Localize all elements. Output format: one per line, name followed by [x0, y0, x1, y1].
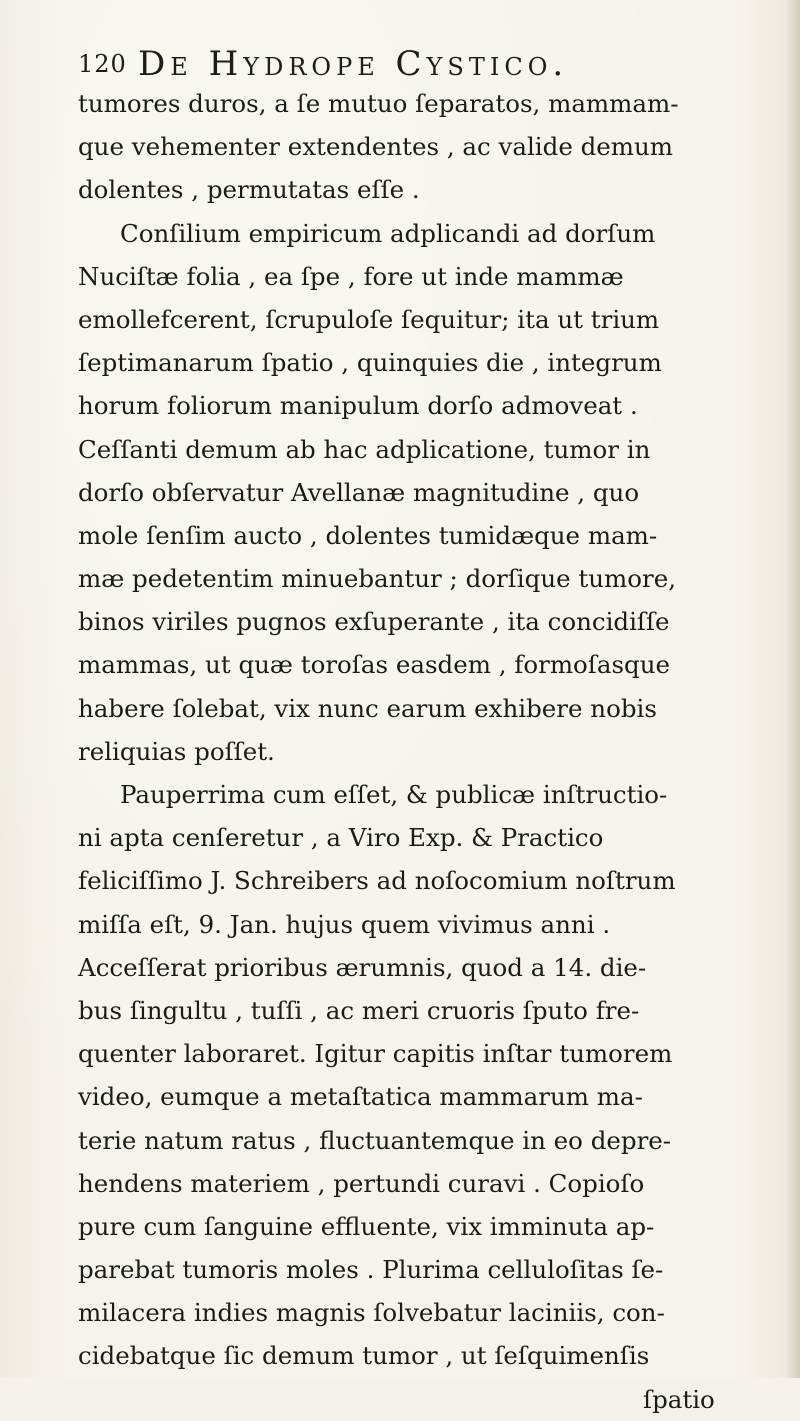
text-line: emollefcerent, ſcrupuloſe ſequitur; ita ut trium: [78, 304, 660, 334]
body-text: [78, 82, 798, 1421]
text-line: parebat tumoris moles . Plurima celluloſitas ſe-: [78, 1255, 664, 1285]
text-line: Nuciſtæ folia , ea ſpe , fore ut inde mammæ: [78, 261, 624, 291]
text-line: miſſa eſt, 9. Jan. hujus quem vivimus anni .: [78, 909, 611, 939]
text-line: tumores duros, a ſe mutuo ſeparatos, mammam-: [78, 89, 679, 118]
text-line: Pauperrima cum eſſet, & publicæ inſtructio-: [120, 780, 668, 809]
text-line: cidebatque ſic demum tumor , ut ſeſquimenſis: [78, 1341, 650, 1371]
text-line: terie natum ratus , fluctuantemque in eo depre-: [78, 1125, 672, 1155]
text-line: ni apta cenſeretur , a Viro Exp. & Practico: [78, 823, 604, 853]
text-line: bus ſingultu , tuſſi , ac meri cruoris ſputo fre-: [78, 995, 640, 1025]
text-line: dorſo obſervatur Avellanæ magnitudine , quo: [78, 477, 640, 507]
text-line: pure cum ſanguine effluente, vix imminuta ap-: [78, 1211, 655, 1241]
text-line: ſeptimanarum ſpatio , quinquies die , integrum: [78, 348, 662, 378]
text-line: Ceſſanti demum ab hac adplicatione, tumor in: [78, 434, 651, 464]
text-line: milacera indies magnis ſolvebatur laciniis, con-: [78, 1298, 665, 1328]
catchword: ſpatio: [643, 1384, 715, 1414]
text-line: mammas, ut quæ toroſas easdem , formoſasque: [78, 650, 671, 680]
text-line: mæ pedetentim minuebantur ; dorſique tumore,: [78, 564, 677, 594]
text-line: habere ſolebat, vix nunc earum exhibere nobis: [78, 693, 657, 723]
text-line: reliquias poſſet.: [78, 736, 275, 766]
text-line: horum foliorum manipulum dorſo admoveat .: [78, 391, 638, 421]
text-line: Acceſſerat prioribus ærumnis, quod a 14. die-: [78, 952, 647, 982]
running-title: De Hydrope Cystico.: [138, 44, 569, 84]
page-number: 120: [78, 50, 127, 78]
text-line: video, eumque a metaſtatica mammarum ma-: [78, 1082, 643, 1112]
text-line: hendens materiem , pertundi curavi . Copioſo: [78, 1168, 645, 1198]
text-line: binos viriles pugnos exſuperante , ita concidiſſe: [78, 607, 670, 637]
text-line: quenter laboraret. Igitur capitis inſtar tumorem: [78, 1039, 673, 1069]
text-line: feliciſſimo J. Schreibers ad noſocomium noſtrum: [78, 866, 676, 896]
text-line: que vehementer extendentes , ac valide demum: [78, 132, 674, 162]
text-line: Conſilium empiricum adplicandi ad dorſum: [120, 218, 656, 248]
text-line: mole ſenſim aucto , dolentes tumidæque mam-: [78, 520, 658, 550]
text-line: dolentes , permutatas eſſe .: [78, 175, 420, 205]
